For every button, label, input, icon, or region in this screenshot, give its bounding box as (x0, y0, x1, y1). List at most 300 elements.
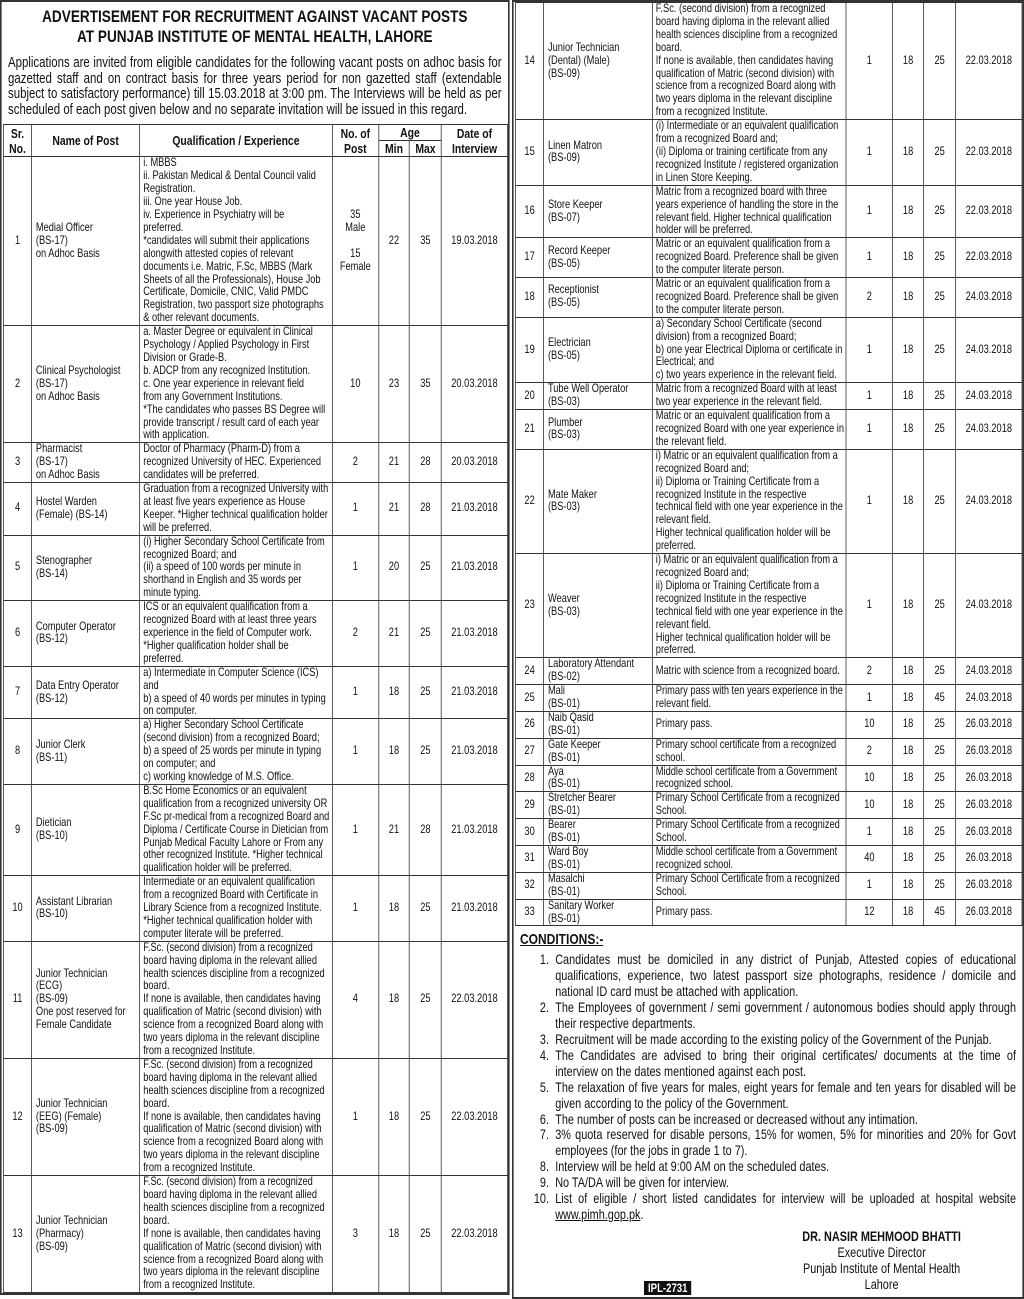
sr-cell: 26 (516, 711, 544, 738)
interview-date-cell: 21.03.2018 (441, 719, 507, 785)
age-max-cell: 25 (410, 719, 442, 785)
age-min-cell: 18 (378, 666, 409, 719)
age-min-cell: 18 (893, 410, 924, 450)
header-age: Age (378, 125, 441, 141)
table-row (516, 3, 1022, 120)
interview-date-cell: 24.03.2018 (956, 658, 1022, 685)
table-row (4, 876, 508, 942)
interview-date-cell: 20.03.2018 (441, 326, 507, 443)
table-row (516, 238, 1022, 278)
qualification-cell: i. MBBS ii. Pakistan Medical & Dental Council valid Registration. iii. One year House Job. iv. Experience in Psychiatry will be preferred. *candidates will submit their applications alongwith attested copies of relevant documents i.e. Matric, F.Sc, MBBS (Mark Sheets of all the Professionals), House Job Certificate, Domicile, CNIC, Valid PMDC Registration, two passport size photographs & other relevant documents. (140, 157, 333, 326)
age-max-cell: 25 (924, 819, 956, 846)
table-row (4, 1058, 508, 1175)
age-max-cell: 35 (410, 326, 442, 443)
interview-date-cell: 26.03.2018 (956, 765, 1022, 792)
qualification-cell: ICS or an equivalent qualification from a recognized Board with at least three years experience in the field of Computer work. *Higher qualification holder shall be preferred. (140, 601, 333, 667)
header-name: Name of Post (31, 125, 139, 157)
posts-count-cell: 1 (332, 784, 378, 875)
table-row (4, 784, 508, 875)
post-name-cell: Mate Maker (BS-03) (544, 449, 653, 553)
interview-date-cell: 21.03.2018 (441, 601, 507, 667)
table-row (516, 278, 1022, 318)
interview-date-cell: 22.03.2018 (441, 941, 507, 1058)
conditions-list (520, 952, 1016, 1222)
table-row (516, 554, 1022, 658)
post-name-cell: Junior Clerk (BS-11) (31, 719, 139, 785)
posts-count-cell: 2 (332, 601, 378, 667)
age-min-cell: 18 (893, 792, 924, 819)
sr-cell: 19 (516, 317, 544, 383)
post-name-cell: Sanitary Worker (BS-01) (544, 899, 653, 926)
table-row (4, 719, 508, 785)
condition-item (552, 1191, 1016, 1223)
sr-cell: 5 (4, 535, 32, 601)
sr-cell: 27 (516, 738, 544, 765)
sr-cell: 22 (516, 449, 544, 553)
age-min-cell: 18 (378, 941, 409, 1058)
condition-item: 2. The Employees of government / semi government / autonomous bodies should apply through their respective departments. (552, 1000, 1016, 1032)
sr-cell: 2 (4, 326, 32, 443)
post-name-cell: Bearer (BS-01) (544, 819, 653, 846)
post-name-cell: Naib Qasid (BS-01) (544, 711, 653, 738)
header-sr: Sr. No. (4, 125, 32, 157)
header-posts: No. of Post (332, 125, 378, 157)
age-max-cell: 25 (410, 876, 442, 942)
age-min-cell: 18 (893, 711, 924, 738)
interview-date-cell: 26.03.2018 (956, 711, 1022, 738)
interview-date-cell: 22.03.2018 (441, 1176, 507, 1293)
age-min-cell: 18 (893, 3, 924, 120)
post-name-cell: Tube Well Operator (BS-03) (544, 383, 653, 410)
interview-date-cell: 24.03.2018 (956, 449, 1022, 553)
qualification-cell: F.Sc. (second division) from a recognized board having diploma in the relevant allied health sciences discipline from a recognized board. If none is available, then candidates having qualification of Matric (second division) with science from a recognized Board along with two years diploma in the relevant discipline from a recognized Institute. (140, 1176, 333, 1293)
age-max-cell: 25 (924, 765, 956, 792)
sr-cell: 20 (516, 383, 544, 410)
interview-date-cell: 24.03.2018 (956, 317, 1022, 383)
qualification-cell: Primary pass with ten years experience in the relevant field. (652, 685, 846, 712)
condition-10-end: . (640, 1206, 644, 1222)
signatory-city: Lahore (864, 1276, 899, 1292)
age-min-cell: 18 (893, 658, 924, 685)
post-name-cell: Receptionist (BS-05) (544, 278, 653, 318)
age-min-cell: 18 (893, 846, 924, 873)
posts-count-cell: 1 (846, 819, 892, 846)
interview-date-cell: 26.03.2018 (956, 872, 1022, 899)
age-min-cell: 18 (378, 876, 409, 942)
age-min-cell: 18 (893, 278, 924, 318)
post-name-cell: Clinical Psychologist (BS-17) on Adhoc Basis (31, 326, 139, 443)
post-name-cell: Assistant Librarian (BS-10) (31, 876, 139, 942)
sr-cell: 32 (516, 872, 544, 899)
left-column (0, 0, 510, 1295)
qualification-cell: Middle school certificate from a Government recognized school. (652, 765, 846, 792)
age-min-cell: 18 (893, 899, 924, 926)
posts-count-cell: 40 (846, 846, 892, 873)
sr-cell: 31 (516, 846, 544, 873)
qualification-cell: Matric or an equivalent qualification from a recognized Board with one year experience in the relevant field. (652, 410, 846, 450)
condition-item: 9. No TA/DA will be given for interview. (552, 1175, 1016, 1191)
post-name-cell: Ward Boy (BS-01) (544, 846, 653, 873)
interview-date-cell: 22.03.2018 (956, 238, 1022, 278)
sr-cell: 33 (516, 899, 544, 926)
vacancy-table-part-2 (515, 2, 1022, 926)
conditions-title: CONDITIONS:- (520, 931, 604, 949)
age-max-cell: 28 (410, 483, 442, 536)
interview-date-cell: 26.03.2018 (956, 792, 1022, 819)
condition-item: 1. Candidates must be domiciled in any district of Punjab, Attested copies of educational qualifications, experience, two latest passport size photographs, residence / domicile and national ID card must be attached with application. (552, 952, 1016, 1000)
qualification-cell: Primary School Certificate from a recognized School. (652, 792, 846, 819)
posts-count-cell: 1 (332, 719, 378, 785)
table-row (516, 685, 1022, 712)
sr-cell: 9 (4, 784, 32, 875)
interview-date-cell: 24.03.2018 (956, 685, 1022, 712)
age-max-cell: 25 (924, 792, 956, 819)
post-name-cell: Junior Technician (Dental) (Male) (BS-09) (544, 3, 653, 120)
interview-date-cell: 26.03.2018 (956, 846, 1022, 873)
signature-area (514, 1229, 1023, 1297)
age-min-cell: 18 (893, 383, 924, 410)
qualification-cell: i) Matric or an equivalent qualification from a recognized Board and; ii) Diploma or Training Certificate from a recognized Institute in the respective technical field with one year experience in the relevant field. Higher technical qualification holder will be preferred. (652, 449, 846, 553)
post-name-cell: Junior Technician (Pharmacy) (BS-09) (31, 1176, 139, 1293)
interview-date-cell: 21.03.2018 (441, 876, 507, 942)
interview-date-cell: 21.03.2018 (441, 483, 507, 536)
age-max-cell: 25 (924, 383, 956, 410)
posts-count-cell: 10 (846, 792, 892, 819)
sr-cell: 24 (516, 658, 544, 685)
age-min-cell: 21 (378, 784, 409, 875)
posts-count-cell: 1 (846, 410, 892, 450)
qualification-cell: (i) Higher Secondary School Certificate from recognized Board; and (ii) a speed of 100 words per minute in shorthand in English and 35 words per minute typing. (140, 535, 333, 601)
condition-item: 5. The relaxation of five years for males, eight years for female and ten years for disabled will be given according to the policy of the Government. (552, 1080, 1016, 1112)
table-row (516, 711, 1022, 738)
age-max-cell: 25 (410, 1176, 442, 1293)
qualification-cell: Matric with science from a recognized board. (652, 658, 846, 685)
table-row (4, 535, 508, 601)
qualification-cell: a) Secondary School Certificate (second division) from a recognized Board; b) one year Electrical Diploma or certificate in Electrical; and c) two years experience in the relevant field. (652, 317, 846, 383)
condition-item: 4. The Candidates are advised to bring their original certificates/ documents at the time of interview on the dates mentioned against each post. (552, 1048, 1016, 1080)
posts-count-cell: 1 (846, 872, 892, 899)
qualification-cell: Graduation from a recognized University with at least five years experience as House Keeper. *Higher technical qualification holder will be preferred. (140, 483, 333, 536)
age-min-cell: 18 (378, 1058, 409, 1175)
qualification-cell: F.Sc. (second division) from a recognized board having diploma in the relevant allied health sciences discipline from a recognized board. If none is available, then candidates having qualification of Matric (second division) with science from a recognized Board along with two years diploma in the relevant discipline from a recognized Institute. (140, 941, 333, 1058)
intro-paragraph: Applications are invited from eligible candidates for the following vacant posts on adhoc basis for gazetted staff and on contract basis for three years period for non gazetted staff (extendable subject to satisfactory performance) till 15.03.2018 at 3:00 pm. The Interviews will be held as per scheduled of each post given below and no separate invitation will be issued in this regard. (8, 55, 502, 118)
sr-cell: 1 (4, 157, 32, 326)
condition-10-text: List of eligible / short listed candidates for interview will be uploaded at hospital website (555, 1191, 1016, 1207)
sr-cell: 12 (4, 1058, 32, 1175)
age-min-cell: 18 (378, 1176, 409, 1293)
posts-count-cell: 1 (332, 535, 378, 601)
interview-date-cell: 22.03.2018 (956, 120, 1022, 186)
interview-date-cell: 22.03.2018 (956, 185, 1022, 238)
age-min-cell: 18 (378, 719, 409, 785)
qualification-cell: a) Intermediate in Computer Science (ICS) and b) a speed of 40 words per minutes in typing on computer. (140, 666, 333, 719)
sr-cell: 16 (516, 185, 544, 238)
posts-count-cell: 10 (846, 765, 892, 792)
qualification-cell: Intermediate or an equivalent qualification from a recognized Board with Certificate in Library Science from a recognized Institute. *Higher technical qualification holder with computer literate will be preferred. (140, 876, 333, 942)
posts-count-cell: 1 (332, 876, 378, 942)
age-max-cell: 25 (924, 872, 956, 899)
post-name-cell: Computer Operator (BS-12) (31, 601, 139, 667)
qualification-cell: F.Sc. (second division) from a recognized board having diploma in the relevant allied health sciences discipline from a recognized board. If none is available, then candidates having qualification of Matric (second division) with science from a recognized Board along with two years diploma in the relevant discipline from a recognized Institute. (140, 1058, 333, 1175)
age-max-cell: 45 (924, 685, 956, 712)
table-row (516, 658, 1022, 685)
age-min-cell: 23 (378, 326, 409, 443)
post-name-cell: Laboratory Attendant (BS-02) (544, 658, 653, 685)
posts-count-cell: 35 Male 15 Female (332, 157, 378, 326)
table-row (516, 765, 1022, 792)
age-min-cell: 18 (893, 554, 924, 658)
interview-date-cell: 26.03.2018 (956, 819, 1022, 846)
header-qualification: Qualification / Experience (140, 125, 333, 157)
table-row (516, 846, 1022, 873)
post-name-cell: Mali (BS-01) (544, 685, 653, 712)
table-row (516, 792, 1022, 819)
posts-count-cell: 1 (846, 120, 892, 186)
age-max-cell: 25 (924, 317, 956, 383)
title-line-1: ADVERTISEMENT FOR RECRUITMENT AGAINST VACANT POSTS (42, 7, 468, 26)
table-row (516, 410, 1022, 450)
post-name-cell: Weaver (BS-03) (544, 554, 653, 658)
interview-date-cell: 21.03.2018 (441, 535, 507, 601)
sr-cell: 14 (516, 3, 544, 120)
age-min-cell: 18 (893, 685, 924, 712)
qualification-cell: Doctor of Pharmacy (Pharm-D) from a recognized University of HEC. Experienced candidates will be preferred. (140, 443, 333, 483)
age-min-cell: 18 (893, 449, 924, 553)
website-link[interactable]: www.pimh.gop.pk (555, 1206, 641, 1222)
posts-count-cell: 1 (846, 3, 892, 120)
sr-cell: 15 (516, 120, 544, 186)
post-name-cell: Record Keeper (BS-05) (544, 238, 653, 278)
posts-count-cell: 1 (846, 238, 892, 278)
sr-cell: 11 (4, 941, 32, 1058)
posts-count-cell: 12 (846, 899, 892, 926)
table-row (4, 666, 508, 719)
posts-count-cell: 4 (332, 941, 378, 1058)
age-max-cell: 25 (410, 941, 442, 1058)
age-max-cell: 25 (924, 278, 956, 318)
age-max-cell: 25 (924, 449, 956, 553)
qualification-cell: Primary school certificate from a recognized school. (652, 738, 846, 765)
condition-item: 3. Recruitment will be made according to the existing policy of the Government of the Punjab. (552, 1032, 1016, 1048)
qualification-cell: (i) Intermediate or an equivalent qualification from a recognized Board and; (ii) Diploma or training certificate from any recognized Institute / registered organization in Linen Store Keeping. (652, 120, 846, 186)
posts-count-cell: 3 (332, 1176, 378, 1293)
post-name-cell: Electrician (BS-05) (544, 317, 653, 383)
interview-date-cell: 21.03.2018 (441, 666, 507, 719)
sr-cell: 28 (516, 765, 544, 792)
sr-cell: 23 (516, 554, 544, 658)
table-row (516, 120, 1022, 186)
age-max-cell: 25 (924, 3, 956, 120)
interview-date-cell: 24.03.2018 (956, 554, 1022, 658)
age-max-cell: 25 (924, 554, 956, 658)
table-row (516, 185, 1022, 238)
age-max-cell: 25 (924, 711, 956, 738)
sr-cell: 21 (516, 410, 544, 450)
qualification-cell: i) Matric or an equivalent qualification from a recognized Board and; ii) Diploma or Training Certificate from a recognized Institute in the respective technical field with one year experience in the relevant field. Higher technical qualification holder will be preferred. (652, 554, 846, 658)
sr-cell: 3 (4, 443, 32, 483)
age-max-cell: 28 (410, 443, 442, 483)
interview-date-cell: 26.03.2018 (956, 899, 1022, 926)
age-min-cell: 20 (378, 535, 409, 601)
interview-date-cell: 24.03.2018 (956, 278, 1022, 318)
post-name-cell: Medial Officer (BS-17) on Adhoc Basis (31, 157, 139, 326)
qualification-cell: a. Master Degree or equivalent in Clinical Psychology / Applied Psychology in First Division or Grade-B. b. ADCP from any recognized Institution. c. One year experience in relevant field from any Government Institutions. *The candidates who passes BS Degree will provide transcript / result card of each year with application. (140, 326, 333, 443)
age-max-cell: 25 (924, 120, 956, 186)
table-row (4, 1176, 508, 1293)
interview-date-cell: 22.03.2018 (441, 1058, 507, 1175)
age-min-cell: 18 (893, 819, 924, 846)
qualification-cell: B.Sc Home Economics or an equivalent qualification from a recognized university OR F.Sc pr-medical from a recognized Board and Diploma / Certificate Course in Dietician from Punjab Medical Faculty Lahore or From any other recognized Institute. *Higher technical qualification holder will be preferred. (140, 784, 333, 875)
age-max-cell: 25 (924, 658, 956, 685)
interview-date-cell: 19.03.2018 (441, 157, 507, 326)
condition-item: 6. The number of posts can be increased or decreased without any intimation. (552, 1112, 1016, 1128)
age-max-cell: 28 (410, 784, 442, 875)
age-min-cell: 22 (378, 157, 409, 326)
qualification-cell: Matric or an equivalent qualification from a recognized Board. Preference shall be given to the computer literate person. (652, 278, 846, 318)
post-name-cell: Masalchi (BS-01) (544, 872, 653, 899)
sr-cell: 17 (516, 238, 544, 278)
header-date: Date of Interview (441, 125, 507, 157)
sr-cell: 7 (4, 666, 32, 719)
posts-count-cell: 1 (846, 449, 892, 553)
qualification-cell: Matric from a recognized Board with at least two year experience in the relevant field. (652, 383, 846, 410)
sr-cell: 10 (4, 876, 32, 942)
age-max-cell: 25 (924, 846, 956, 873)
age-min-cell: 18 (893, 120, 924, 186)
age-max-cell: 25 (410, 601, 442, 667)
table-row (4, 941, 508, 1058)
table-row (516, 317, 1022, 383)
table-row (4, 601, 508, 667)
posts-count-cell: 2 (846, 278, 892, 318)
qualification-cell: Middle school certificate from a Government recognized school. (652, 846, 846, 873)
interview-date-cell: 20.03.2018 (441, 443, 507, 483)
qualification-cell: Primary School Certificate from a recognized School. (652, 872, 846, 899)
right-column (512, 0, 1024, 1299)
condition-item: 8. Interview will be held at 9:00 AM on the scheduled dates. (552, 1159, 1016, 1175)
post-name-cell: Data Entry Operator (BS-12) (31, 666, 139, 719)
age-max-cell: 25 (924, 410, 956, 450)
sr-cell: 13 (4, 1176, 32, 1293)
post-name-cell: Stretcher Bearer (BS-01) (544, 792, 653, 819)
qualification-cell: a) Higher Secondary School Certificate (second division) from a recognized Board; b) a speed of 25 words per minute in typing on computer; and c) working knowledge of M.S. Office. (140, 719, 333, 785)
qualification-cell: F.Sc. (second division) from a recognized board having diploma in the relevant allied health sciences discipline from a recognized board. If none is available, then candidates having qualification of Matric (second division) with science from a recognized Board along with two years diploma in the relevant discipline from a recognized Institute. (652, 3, 846, 120)
posts-count-cell: 1 (846, 185, 892, 238)
title-line-2: AT PUNJAB INSTITUTE OF MENTAL HEALTH, LAHORE (76, 27, 433, 46)
sr-cell: 30 (516, 819, 544, 846)
post-name-cell: Stenographer (BS-14) (31, 535, 139, 601)
age-max-cell: 25 (410, 666, 442, 719)
posts-count-cell: 1 (332, 1058, 378, 1175)
age-min-cell: 21 (378, 601, 409, 667)
header-age-max: Max (410, 141, 442, 157)
age-max-cell: 25 (924, 185, 956, 238)
sr-cell: 25 (516, 685, 544, 712)
age-max-cell: 25 (410, 535, 442, 601)
post-name-cell: Gate Keeper (BS-01) (544, 738, 653, 765)
posts-count-cell: 1 (332, 483, 378, 536)
age-max-cell: 25 (924, 238, 956, 278)
post-name-cell: Dietician (BS-10) (31, 784, 139, 875)
condition-item: 7. 3% quota reserved for disable persons, 15% for women, 5% for minorities and 20% for Govt employees (for the jobs in grade 1 to 7). (552, 1127, 1016, 1159)
vacancy-table-part-1 (3, 124, 508, 1293)
age-min-cell: 18 (893, 238, 924, 278)
post-name-cell: Plumber (BS-03) (544, 410, 653, 450)
age-max-cell: 25 (410, 1058, 442, 1175)
posts-count-cell: 1 (846, 383, 892, 410)
sr-cell: 18 (516, 278, 544, 318)
age-min-cell: 18 (893, 872, 924, 899)
posts-count-cell: 10 (846, 711, 892, 738)
posts-count-cell: 2 (846, 658, 892, 685)
age-max-cell: 45 (924, 899, 956, 926)
signatory-name: DR. NASIR MEHMOOD BHATTI (802, 1228, 961, 1244)
signatory-designation: Executive Director (837, 1244, 926, 1260)
table-row (516, 899, 1022, 926)
interview-date-cell: 21.03.2018 (441, 784, 507, 875)
posts-count-cell: 1 (332, 666, 378, 719)
post-name-cell: Pharmacist (BS-17) on Adhoc Basis (31, 443, 139, 483)
table-row (516, 383, 1022, 410)
table-row (516, 819, 1022, 846)
posts-count-cell: 2 (332, 443, 378, 483)
interview-date-cell: 22.03.2018 (956, 3, 1022, 120)
post-name-cell: Junior Technician (EEG) (Female) (BS-09) (31, 1058, 139, 1175)
qualification-cell: Matric from a recognized board with three years experience of handling the store in the relevant field. Higher technical qualification holder will be preferred. (652, 185, 846, 238)
table-row (516, 872, 1022, 899)
age-min-cell: 21 (378, 483, 409, 536)
sr-cell: 29 (516, 792, 544, 819)
posts-count-cell: 1 (846, 317, 892, 383)
table-row (4, 483, 508, 536)
reference-code-badge: IPL-2731 (644, 1281, 691, 1295)
signature-block (786, 1229, 978, 1293)
posts-count-cell: 2 (846, 738, 892, 765)
qualification-cell: Matric or an equivalent qualification from a recognized Board. Preference shall be given to the computer literate person. (652, 238, 846, 278)
age-min-cell: 18 (893, 765, 924, 792)
table-row (4, 326, 508, 443)
post-name-cell: Store Keeper (BS-07) (544, 185, 653, 238)
table-row (4, 157, 508, 326)
post-name-cell: Aya (BS-01) (544, 765, 653, 792)
interview-date-cell: 26.03.2018 (956, 738, 1022, 765)
posts-count-cell: 1 (846, 685, 892, 712)
advertisement-title (2, 7, 508, 47)
posts-count-cell: 1 (846, 554, 892, 658)
conditions-section (520, 931, 1016, 1222)
sr-cell: 4 (4, 483, 32, 536)
table-row (4, 443, 508, 483)
interview-date-cell: 24.03.2018 (956, 383, 1022, 410)
post-name-cell: Junior Technician (ECG) (BS-09) One post reserved for Female Candidate (31, 941, 139, 1058)
post-name-cell: Linen Matron (BS-09) (544, 120, 653, 186)
sr-cell: 6 (4, 601, 32, 667)
age-min-cell: 18 (893, 738, 924, 765)
qualification-cell: Primary pass. (652, 711, 846, 738)
sr-cell: 8 (4, 719, 32, 785)
interview-date-cell: 24.03.2018 (956, 410, 1022, 450)
post-name-cell: Hostel Warden (Female) (BS-14) (31, 483, 139, 536)
age-max-cell: 25 (924, 738, 956, 765)
table-row (516, 738, 1022, 765)
age-min-cell: 18 (893, 185, 924, 238)
header-age-min: Min (378, 141, 409, 157)
age-min-cell: 18 (893, 317, 924, 383)
age-min-cell: 21 (378, 443, 409, 483)
qualification-cell: Primary School Certificate from a recognized School. (652, 819, 846, 846)
table-row (516, 449, 1022, 553)
signatory-organization: Punjab Institute of Mental Health (803, 1260, 961, 1276)
